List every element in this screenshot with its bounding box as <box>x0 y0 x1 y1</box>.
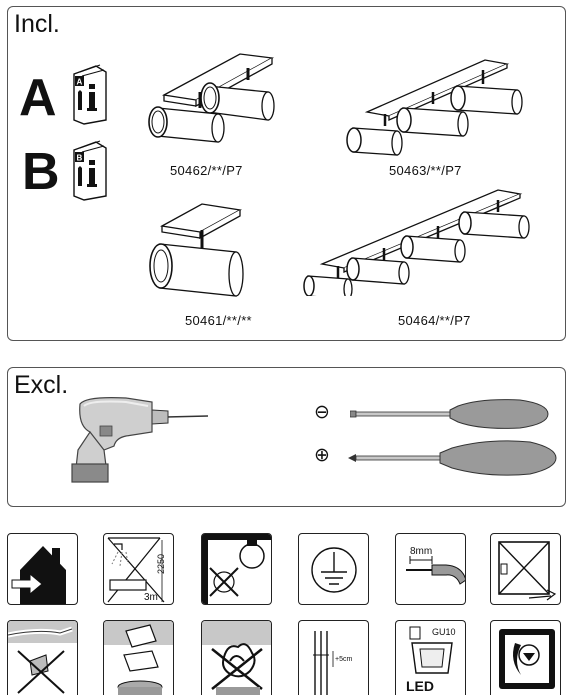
bathroom-zone-pictogram <box>103 533 174 605</box>
two-spot-fixture-drawing <box>140 50 290 150</box>
distance-label: 3m <box>144 592 158 603</box>
bulb-type-pictogram <box>395 620 466 695</box>
instruction-label-a: A <box>19 69 57 127</box>
excluded-heading: Excl. <box>14 371 69 399</box>
instruction-label-b: B <box>22 143 60 201</box>
no-covered-lamp-pictogram <box>201 533 272 605</box>
product-code: 50463/**/P7 <box>389 163 462 178</box>
three-spot-fixture-drawing <box>345 56 525 156</box>
damaged-cable-icon <box>8 621 78 695</box>
bulb-socket-label: GU10 <box>432 627 456 637</box>
house-icon <box>8 534 78 605</box>
cable-length-icon <box>299 621 369 695</box>
indoor-use-pictogram <box>7 533 78 605</box>
phillips-symbol: ⊕ <box>314 444 330 466</box>
earth-connection-pictogram <box>298 533 369 605</box>
crossed-box-icon <box>491 534 561 605</box>
no-flammable-material-pictogram <box>201 620 272 695</box>
gu10-bulb-icon <box>396 621 466 695</box>
four-spot-fixture-drawing <box>302 186 532 296</box>
product-code: 50462/**/P7 <box>170 163 243 178</box>
cable-length-label: +5cm <box>335 656 353 663</box>
flat-symbol: ⊖ <box>314 401 330 423</box>
lamp-cross-icon <box>202 534 272 605</box>
reflector-lamp-icon <box>491 621 561 695</box>
shower-bathtub-icon <box>104 534 174 605</box>
height-label: 2250 <box>156 553 166 574</box>
flammable-cross-icon <box>202 621 272 695</box>
spot-reflector-pictogram <box>490 620 561 695</box>
earth-ground-icon <box>299 534 369 605</box>
no-cover-on-lamp-pictogram <box>103 620 174 695</box>
drill-icon <box>66 392 216 492</box>
bulb-type-label: LED <box>406 678 434 694</box>
cable-extra-length-pictogram <box>298 620 369 695</box>
manual-booklet-icon <box>70 138 110 202</box>
flathead-screwdriver-icon <box>350 396 550 432</box>
svg-text:A: A <box>76 77 83 87</box>
included-heading: Incl. <box>14 10 60 38</box>
phillips-screwdriver-icon <box>348 436 558 480</box>
no-direct-connection-pictogram <box>490 533 561 605</box>
wire-strip-length-pictogram <box>395 533 466 605</box>
lamp-covered-icon <box>104 621 174 695</box>
strip-length-label: 8mm <box>410 546 433 557</box>
no-damaged-cable-pictogram <box>7 620 78 695</box>
wire-icon <box>396 534 466 605</box>
product-code: 50461/**/** <box>185 313 252 328</box>
svg-text:B: B <box>76 153 83 163</box>
product-code: 50464/**/P7 <box>398 313 471 328</box>
manual-booklet-icon <box>70 62 110 126</box>
single-spot-fixture-drawing <box>144 196 254 306</box>
